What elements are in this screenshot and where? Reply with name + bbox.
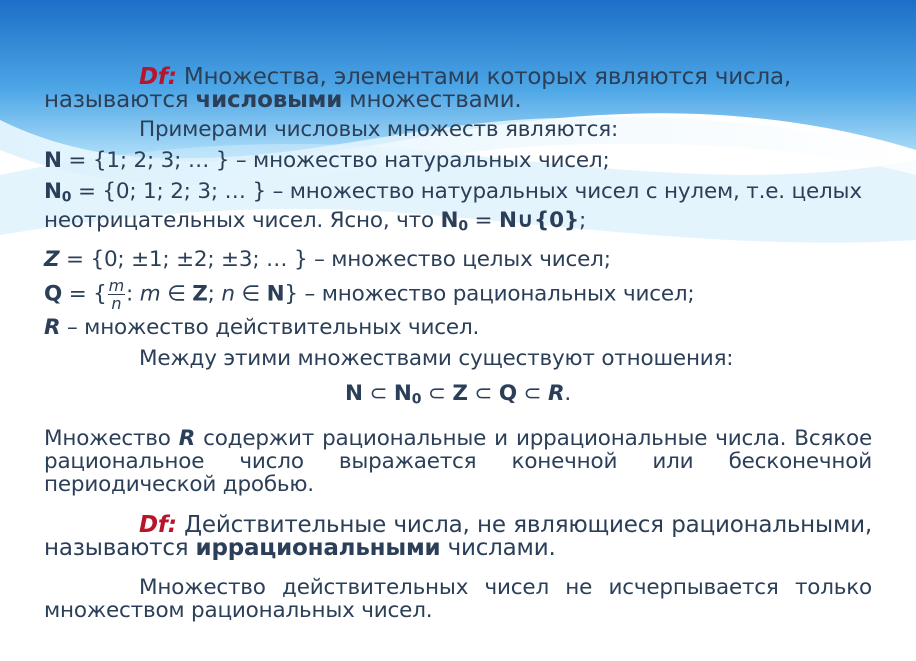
definition-line-2 — [44, 89, 872, 112]
fraction-denominator: n — [111, 293, 122, 313]
set-Q-symbol: Q — [44, 281, 63, 307]
subset-symbol-3: ⊂ — [467, 380, 499, 406]
par1-text-a: Множество — [44, 426, 179, 452]
set-N-symbol: N — [44, 148, 62, 173]
def-text-2c: множествами. — [342, 87, 522, 113]
set-Z-ref: Z — [192, 281, 208, 307]
chain-N: N — [345, 380, 363, 406]
set-N-ref: N — [266, 281, 285, 307]
semicolon: ; — [579, 208, 587, 234]
var-m: m — [139, 281, 161, 307]
set-R-text: – множество действительных чисел. — [60, 314, 480, 340]
def2-text-a: Действительные числа, не являющиеся рациональными, называются — [44, 512, 872, 562]
paragraph-closing: Множество действительных чисел не исчерпывается только множеством рациональных чисел. — [44, 575, 872, 624]
set-Q-colon: : — [126, 281, 140, 307]
set-N0-subscript-2: 0 — [458, 218, 468, 235]
term-numeric: числовыми — [195, 87, 343, 113]
set-Q-semicolon: ; — [207, 281, 222, 307]
fraction-numerator: m — [108, 275, 125, 295]
set-Q-text: } – множество рациональных чисел; — [284, 281, 695, 307]
set-N-text: = {1; 2; 3; … } – множество натуральных чисел; — [61, 148, 610, 173]
fraction-m-over-n — [108, 277, 125, 312]
def-text-2a: называются — [44, 87, 196, 113]
slide-text — [44, 66, 872, 622]
set-R-symbol: R — [44, 314, 61, 340]
def-text: Множества, элементами которых являются числа, — [176, 64, 791, 90]
subset-symbol-1: ⊂ — [362, 380, 394, 406]
relations-intro: Между этими множествами существуют отношения: — [139, 345, 734, 371]
df-label-2: Df: — [139, 512, 177, 539]
set-Q-line — [44, 277, 872, 312]
element-of-1: ∈ — [160, 281, 193, 307]
set-N0-symbol-2: N — [440, 208, 459, 234]
chain-N0-subscript: 0 — [411, 391, 422, 408]
set-Q-open: = { — [62, 281, 107, 307]
set-N-line — [44, 149, 872, 172]
set-N0-line-2 — [44, 209, 872, 238]
set-N0-text-2: неотрицательных чисел. Ясно, что — [44, 208, 441, 234]
definition-numeric-sets — [44, 66, 872, 89]
element-of-2: ∈ — [234, 281, 267, 307]
inclusion-chain — [44, 382, 872, 411]
union-expression: N∪{0} — [498, 208, 579, 234]
chain-Z: Z — [452, 380, 468, 406]
subset-symbol-2: ⊂ — [421, 380, 453, 406]
set-Z-text: = {0; ±1; ±2; ±3; … } – множество целых чисел; — [59, 246, 611, 272]
set-N0-subscript: 0 — [61, 189, 72, 206]
set-N0-line — [44, 180, 872, 209]
term-irrational: иррациональными — [195, 535, 441, 562]
var-n: n — [221, 281, 235, 307]
set-N0-symbol: N — [44, 179, 62, 204]
subset-symbol-4: ⊂ — [516, 380, 548, 406]
equals-sign: = — [467, 208, 499, 234]
examples-intro: Примерами числовых множеств являются: — [139, 117, 619, 142]
chain-R: R — [547, 380, 565, 406]
paragraph-real-numbers — [44, 427, 872, 496]
par1-R-symbol: R — [178, 426, 196, 452]
par1-text-b: содержит рациональные и иррациональные числа. Всякое рациональное число выражается конечной или бесконечной периодической дробью. — [44, 426, 872, 498]
def2-text-c: числами. — [440, 535, 556, 562]
set-R-line — [44, 316, 872, 339]
chain-period: . — [564, 380, 571, 406]
chain-N0: N — [393, 380, 412, 406]
df-label: Df: — [139, 64, 177, 90]
definition-irrational — [44, 514, 872, 560]
chain-Q: Q — [498, 380, 517, 406]
set-N0-text: = {0; 1; 2; 3; … } – множество натуральных чисел с нулем, т.е. целых — [71, 179, 862, 204]
set-Z-line — [44, 248, 872, 271]
set-Z-symbol: Z — [44, 246, 60, 272]
